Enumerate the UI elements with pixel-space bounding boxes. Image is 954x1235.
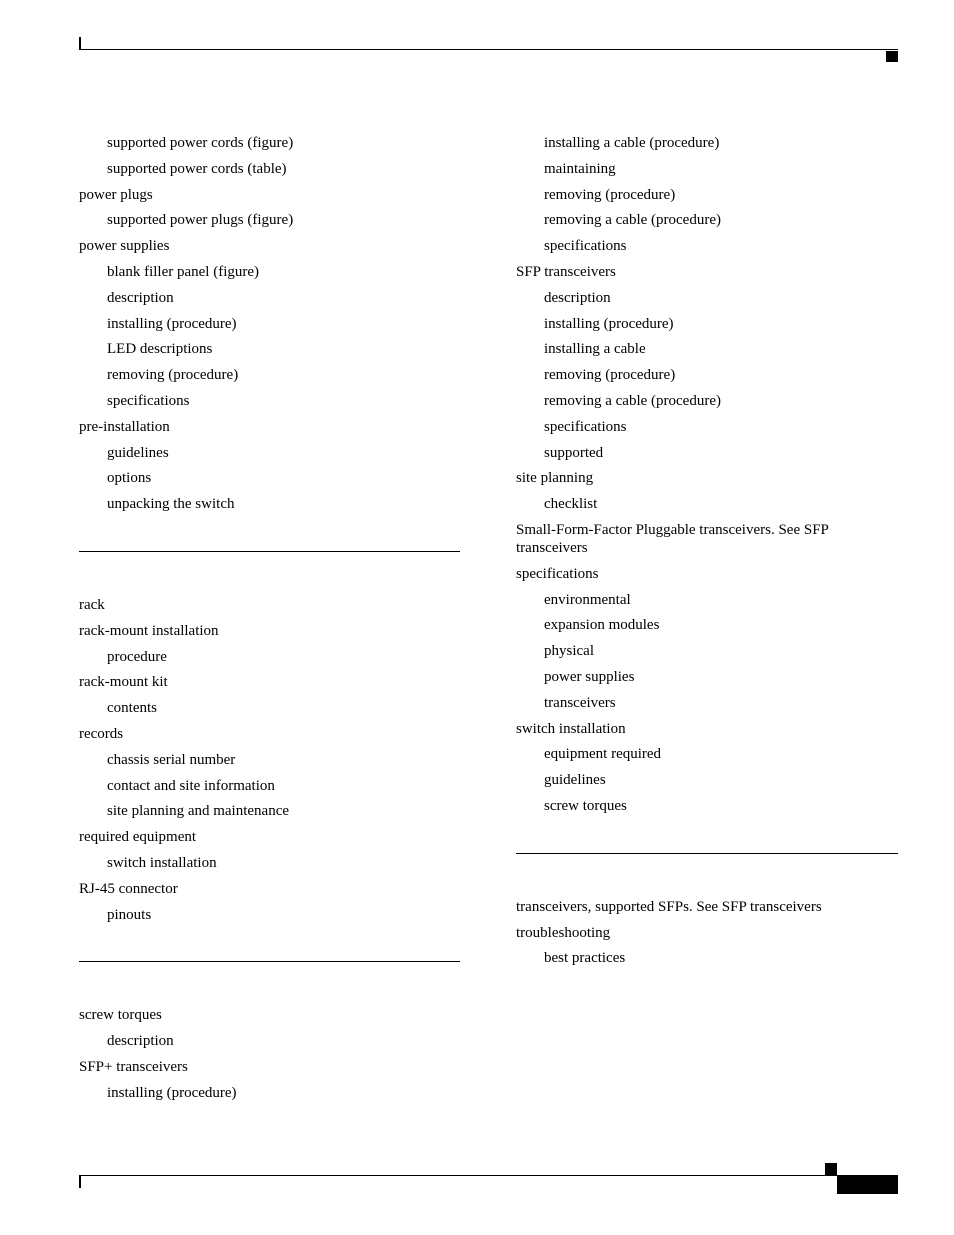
index-subentry: specifications [544, 238, 627, 255]
index-entry: SFP+ transceivers [79, 1058, 188, 1075]
index-subentry: best practices [544, 950, 626, 967]
index-subentry: removing (procedure) [107, 367, 239, 384]
index-subentry: supported power cords (figure) [107, 135, 294, 151]
index-subentry: removing a cable (procedure) [544, 392, 721, 409]
index-entry: switch installation [516, 720, 626, 737]
index-entry: RJ-45 connector [79, 880, 178, 897]
index-subentry: installing a cable (procedure) [544, 135, 720, 151]
index-entry: transceivers, supported SFPs. See SFP transceivers [516, 898, 822, 915]
index-subentry: expansion modules [544, 617, 660, 634]
index-entry: SFP transceivers [516, 263, 616, 280]
index-subentry: installing (procedure) [107, 315, 237, 332]
index-subentry: description [107, 1033, 174, 1050]
index-subentry: options [107, 470, 152, 487]
index-subentry: site planning and maintenance [107, 803, 290, 820]
index-subentry: unpacking the switch [107, 496, 235, 513]
index-subentry: supported power plugs (figure) [107, 212, 294, 229]
index-subentry: installing a cable [544, 341, 646, 358]
index-subentry: pinouts [107, 906, 152, 923]
index-entry: power plugs [79, 186, 153, 203]
index-subentry: guidelines [107, 444, 169, 461]
index-block [516, 898, 898, 968]
index-entry: screw torques [79, 1007, 162, 1024]
index-subentry: specifications [544, 418, 627, 435]
index-entry: rack [79, 596, 105, 613]
index-subentry: removing (procedure) [544, 186, 676, 203]
index-subentry: chassis serial number [107, 751, 236, 768]
index-subentry: removing (procedure) [544, 367, 676, 384]
index-subentry: supported [544, 444, 604, 461]
index-subentry: transceivers [544, 694, 616, 711]
index-subentry: supported power cords (table) [107, 160, 287, 177]
index-subentry: installing (procedure) [544, 315, 674, 332]
index-subentry: contact and site information [107, 777, 275, 794]
index-subentry: description [544, 289, 611, 306]
index-entry: troubleshooting [516, 924, 611, 941]
index-entry: required equipment [79, 829, 197, 846]
index-subentry: physical [544, 643, 594, 660]
index-subentry: description [107, 289, 174, 306]
index-subentry: guidelines [544, 772, 606, 789]
index-subentry: blank filler panel (figure) [107, 263, 260, 280]
index-entry: Small-Form-Factor Pluggable transceivers. See SFP transceivers [516, 521, 829, 556]
index-block [79, 134, 460, 513]
index-subentry: checklist [544, 496, 598, 513]
index-subentry: removing a cable (procedure) [544, 212, 721, 229]
footer-square-mark [825, 1163, 837, 1175]
header-square-mark [886, 51, 898, 62]
index-subentry: switch installation [107, 854, 217, 871]
index-subentry: screw torques [544, 797, 627, 814]
index-subentry: maintaining [544, 160, 616, 177]
index-entry: rack-mount kit [79, 674, 168, 691]
index-subentry: installing (procedure) [107, 1084, 237, 1101]
index-subentry: specifications [107, 392, 190, 409]
index-block [516, 134, 898, 815]
index-entry: pre-installation [79, 418, 170, 435]
footer-rule [79, 1175, 837, 1176]
footer-corner-mark [79, 1175, 81, 1188]
index-column-right [516, 134, 898, 975]
index-subentry: power supplies [544, 668, 635, 685]
footer-page-tab [837, 1175, 898, 1194]
index-subentry: procedure [107, 648, 167, 665]
index-subentry: LED descriptions [107, 341, 213, 358]
index-entry: site planning [516, 470, 594, 487]
index-entry: power supplies [79, 238, 170, 255]
index-block [79, 1006, 460, 1101]
index-column-left [79, 134, 460, 1110]
index-entry: records [79, 725, 124, 742]
index-entry: specifications [516, 565, 599, 582]
index-subentry: environmental [544, 591, 631, 608]
index-subentry: contents [107, 700, 157, 717]
index-entry: rack-mount installation [79, 622, 219, 639]
index-block [79, 596, 460, 924]
header-rule [79, 49, 898, 50]
index-subentry: equipment required [544, 746, 662, 763]
